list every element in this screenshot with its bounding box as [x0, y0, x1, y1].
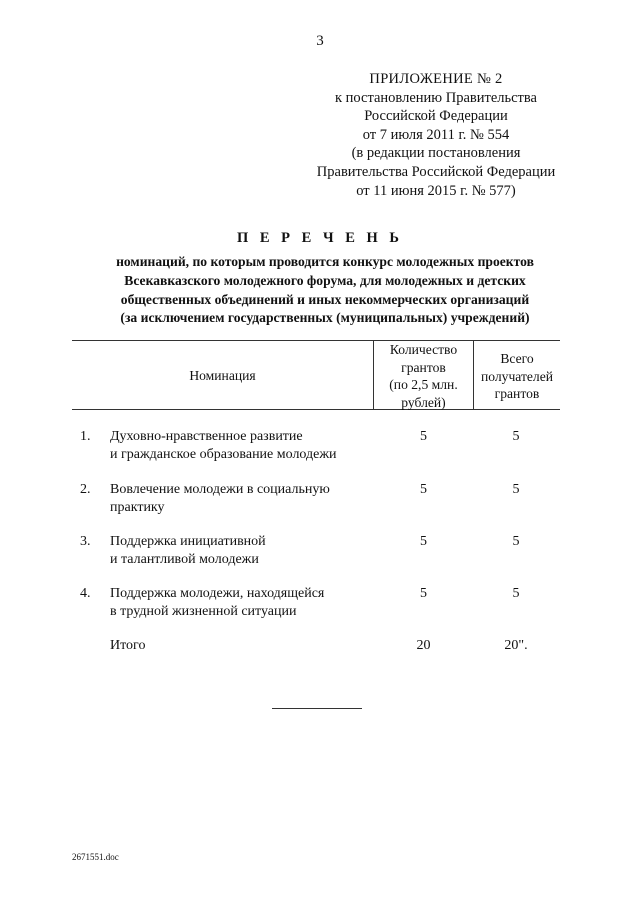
row-nomination: [110, 585, 400, 622]
row-grant-count: 5: [420, 429, 427, 444]
footer-file-name: 2671551.doc: [72, 852, 119, 862]
subtitle-line: Всекавказского молодежного форума, для молодежных и детских: [124, 272, 526, 288]
appendix-line: от 11 июня 2015 г. № 577): [356, 182, 516, 199]
header-total-recipients-line: Всего: [500, 351, 534, 366]
row-nomination-line: практику: [110, 500, 165, 516]
header-total-recipients: [474, 350, 560, 403]
subtitle-line: (за исключением государственных (муниципальных) учреждений): [120, 310, 530, 326]
row-number: 2.: [80, 482, 91, 497]
total-recipients: 20".: [504, 638, 528, 653]
header-grant-count-line: (по 2,5 млн.: [389, 377, 458, 393]
subtitle-line: общественных объединений и иных некоммерческих организаций: [120, 291, 530, 307]
header-total-recipients-line: получателей: [480, 368, 554, 384]
row-nomination: [110, 533, 400, 570]
row-nomination-line: и талантливой молодежи: [110, 552, 259, 568]
appendix-line: от 7 июля 2011 г. № 554: [362, 126, 510, 143]
row-number: 4.: [80, 586, 91, 601]
header-grant-count-line: рублей): [401, 394, 446, 410]
header-total-recipients-line: грантов: [494, 386, 540, 402]
page-number: 3: [316, 33, 324, 49]
appendix-line: (в редакции постановления: [351, 145, 521, 162]
header-nomination-label: Номинация: [189, 368, 256, 383]
row-nomination-line: Поддержка молодежи, находящейся: [110, 586, 325, 601]
row-nomination-line: в трудной жизненной ситуации: [110, 604, 297, 620]
appendix-line: Российской Федерации: [364, 108, 508, 125]
row-grant-count: 5: [420, 482, 427, 497]
appendix-title: ПРИЛОЖЕНИЕ № 2: [369, 71, 503, 87]
row-grant-count: 5: [420, 586, 427, 601]
end-rule: [272, 708, 362, 709]
total-label: Итого: [110, 638, 146, 653]
appendix-line: к постановлению Правительства: [335, 89, 537, 106]
row-total-recipients: 5: [512, 429, 520, 444]
header-grant-count: [374, 341, 473, 411]
row-nomination: [110, 481, 400, 518]
row-number: 1.: [80, 429, 91, 444]
row-total-recipients: 5: [512, 482, 520, 497]
row-nomination-line: и гражданское образование молодежи: [110, 447, 337, 463]
row-nomination: [110, 428, 400, 465]
appendix-block: [300, 70, 572, 200]
header-grant-count-line: грантов: [401, 359, 446, 375]
appendix-line: Правительства Российской Федерации: [316, 163, 556, 180]
row-nomination-line: Вовлечение молодежи в социальную: [110, 482, 330, 497]
row-nomination-line: Поддержка инициативной: [110, 534, 266, 549]
row-total-recipients: 5: [512, 534, 520, 549]
header-grant-count-line: Количество: [389, 342, 458, 357]
table-top-rule: [72, 340, 560, 341]
header-nomination: [72, 367, 373, 385]
document-title: П Е Р Е Ч Е Н Ь: [236, 230, 404, 246]
row-number: 3.: [80, 534, 91, 549]
document-subtitle: [80, 253, 570, 328]
table-header-rule: [72, 409, 560, 410]
row-nomination-line: Духовно-нравственное развитие: [110, 429, 303, 444]
row-total-recipients: 5: [512, 586, 520, 601]
total-grant-count: 20: [416, 638, 431, 653]
row-grant-count: 5: [420, 534, 427, 549]
subtitle-line: номинаций, по которым проводится конкурс молодежных проектов: [116, 254, 534, 269]
